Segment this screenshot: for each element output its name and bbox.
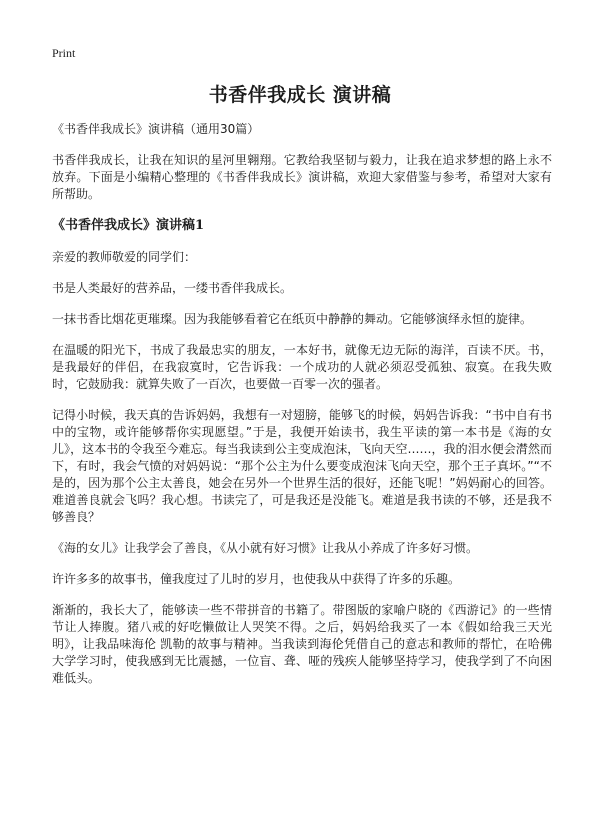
paragraph: 一抹书香比烟花更璀璨。因为我能够看着它在纸页中静静的舞动。它能够演绎永恒的旋律。 <box>52 312 533 326</box>
page-title: 书香伴我成长 演讲稿 <box>208 84 392 106</box>
paragraph: 许许多多的故事书，僮我度过了儿时的岁月，也使我从中获得了许多的乐趣。 <box>52 572 461 586</box>
article-subtitle: 《书香伴我成长》演讲稿（通用30篇） <box>52 122 260 136</box>
paragraph: 书是人类最好的营养品，一缕书香伴我成长。 <box>52 281 293 295</box>
paragraph: 记得小时候，我天真的告诉妈妈，我想有一对翅膀，能够飞的时候，妈妈告诉我：“书中自有书中的宝物，或许能够帮你实现愿望。”于是，我便开始读书，我生平读的第一本书是《海的女儿》，这本书的令我至今难忘。每当我读到公主变成泡沫，飞向天空……，我的泪水便会潸然而下，有时，我会气愤的对妈妈说：“那个公主为什么要变成泡沫飞向天空，那个王子真坏。”“不是的，因为那个公主太善良，她会在另外一个世界生活的很好，还能飞呢！”妈妈耐心的回答。难道善良就会飞吗？我心想。书读完了，可是我还是没能飞。难道是我书读的不够，还是我不够善良？ <box>52 408 552 524</box>
intro-paragraph: 书香伴我成长，让我在知识的星河里翱翔。它教给我坚韧与毅力，让我在追求梦想的路上永不放弃。下面是小编精心整理的《书香伴我成长》演讲稿，欢迎大家借鉴与参考，希望对大家有所帮助。 <box>52 153 552 201</box>
paragraph: 亲爱的教师敬爱的同学们： <box>52 250 197 264</box>
section-heading: 《书香伴我成长》演讲稿1 <box>52 218 205 233</box>
paragraph: 渐渐的，我长大了，能够读一些不带拼音的书籍了。带图版的家喻户晓的《西游记》的一些情节让人捧腹。猪八戒的好吃懒做让人哭笑不得。之后，妈妈给我买了一本《假如给我三天光明》，让我品味海伦 凯勒的故事与精神。当我读到海伦凭借自己的意志和教师的帮忙，在哈佛大学学习时，使我感到无比震撼，一位盲、聋、哑的残疾人能够坚持学习，使我学到了不向困难低头。 <box>52 603 552 685</box>
article-body <box>52 121 552 701</box>
paragraph: 《海的女儿》让我学会了善良，《从小就有好习惯》让我从小养成了许多好习惯。 <box>52 541 479 555</box>
paragraph: 在温暖的阳光下，书成了我最忠实的朋友，一本好书，就像无边无际的海洋，百读不厌。书，是我最好的伴侣，在我寂寞时，它告诉我：一个成功的人就必须忍受孤独、寂寞。在我失败时，它鼓励我：就算失败了一百次，也要做一百零一次的强者。 <box>52 343 552 391</box>
print-link[interactable]: Print <box>52 46 76 60</box>
